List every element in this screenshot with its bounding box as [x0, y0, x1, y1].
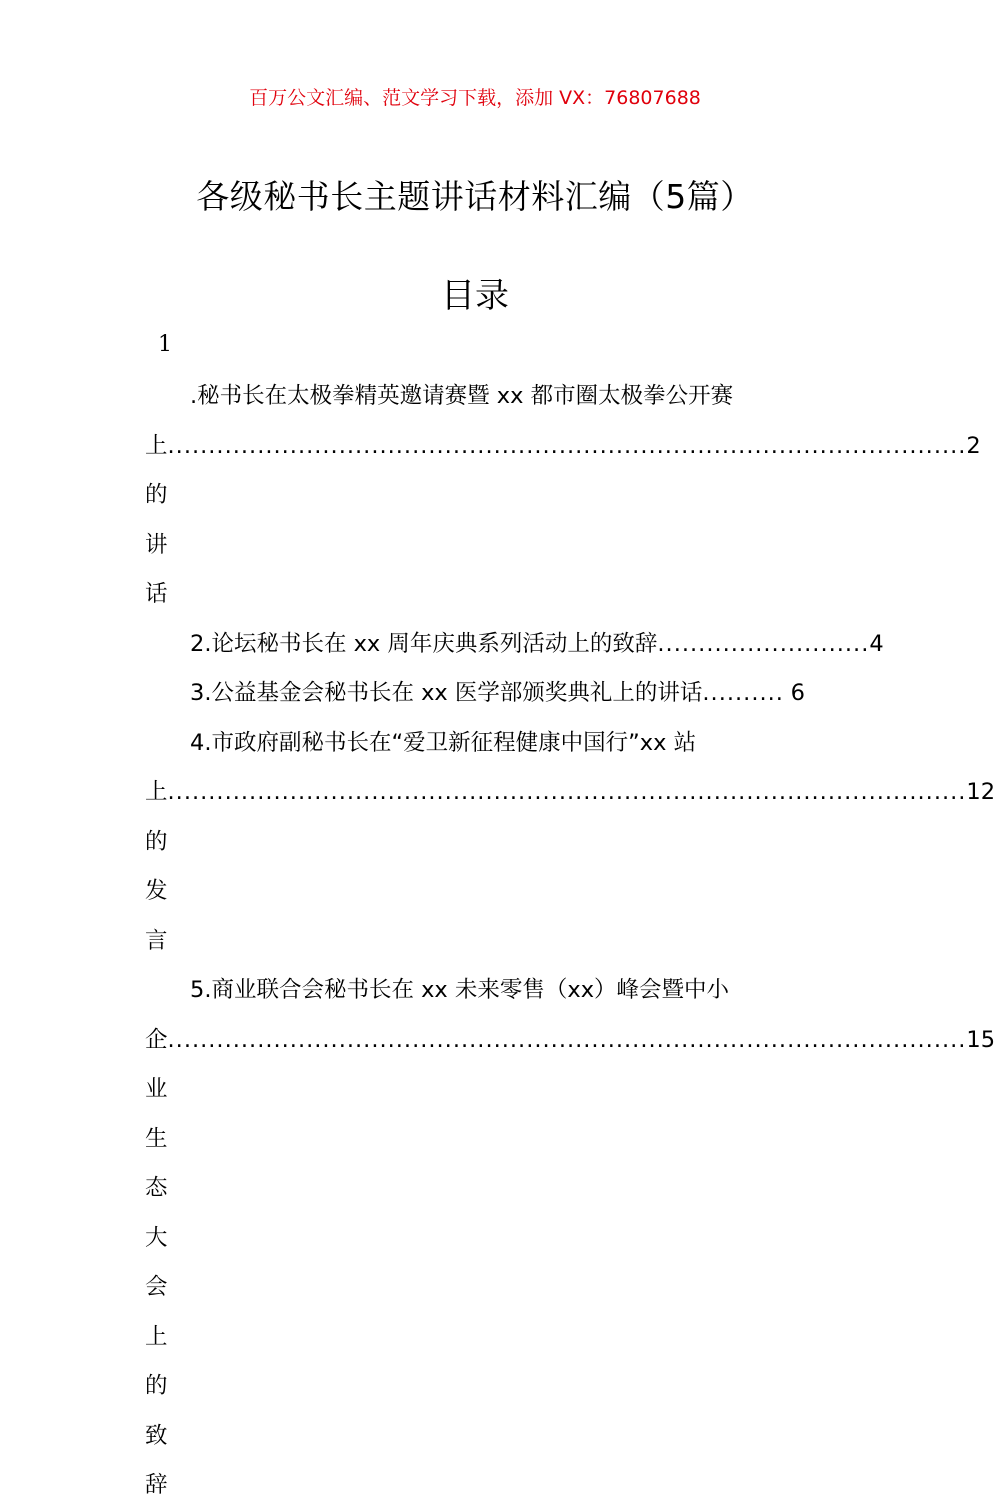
toc-leader-dots: ..........................	[657, 630, 870, 657]
toc-entry-tail	[145, 768, 995, 966]
toc-page-number: 4	[869, 630, 884, 657]
toc-entry-4[interactable]	[145, 719, 995, 967]
toc-entry-title-line: .秘书长在太极拳精英邀请赛暨 xx 都市圈太极拳公开赛	[190, 383, 734, 409]
toc-leader-dots: ..........	[702, 680, 784, 706]
toc-entry-1[interactable]	[145, 372, 981, 620]
toc-entry-title-continuation: 上的发言	[145, 779, 168, 954]
toc-page-number: 6	[790, 680, 805, 706]
toc-entry-tail	[145, 1016, 995, 1511]
toc-heading: 目录	[441, 276, 509, 316]
toc-leader-dots: ..................................................................................................	[167, 432, 967, 459]
toc-entry-title-line: 4.市政府副秘书长在“爱卫新征程健康中国行”xx 站	[190, 729, 697, 756]
toc-entry-tail	[145, 422, 981, 620]
toc-entry-title-line: 5.商业联合会秘书长在 xx 未来零售（xx）峰会暨中小	[190, 977, 730, 1003]
toc-leader-dots: ..................................................................................................	[167, 1026, 967, 1053]
toc-entry-title: 2.论坛秘书长在 xx 周年庆典系列活动上的致辞	[190, 630, 658, 657]
toc-page-number: 15	[966, 1026, 995, 1053]
toc-entry-5[interactable]	[145, 966, 995, 1511]
toc-entry-2[interactable]	[145, 620, 884, 670]
document-title: 各级秘书长主题讲话材料汇编（5篇）	[196, 177, 754, 216]
stray-number: 1	[158, 332, 172, 357]
toc-page-number: 2	[966, 432, 981, 459]
header-banner: 百万公文汇编、范文学习下载，添加 VX：76807688	[249, 87, 701, 109]
toc-entry-title-continuation: 企业生态大会上的致辞	[145, 1026, 168, 1498]
toc-entry-title-continuation: 上的讲话	[145, 432, 168, 607]
toc-page-number: 12	[966, 779, 995, 805]
toc-entry-3[interactable]	[145, 669, 805, 719]
toc-entry-title: 3.公益基金会秘书长在 xx 医学部颁奖典礼上的讲话	[190, 680, 703, 706]
table-of-contents	[145, 372, 995, 1511]
toc-leader-dots: ..................................................................................................	[167, 779, 967, 805]
